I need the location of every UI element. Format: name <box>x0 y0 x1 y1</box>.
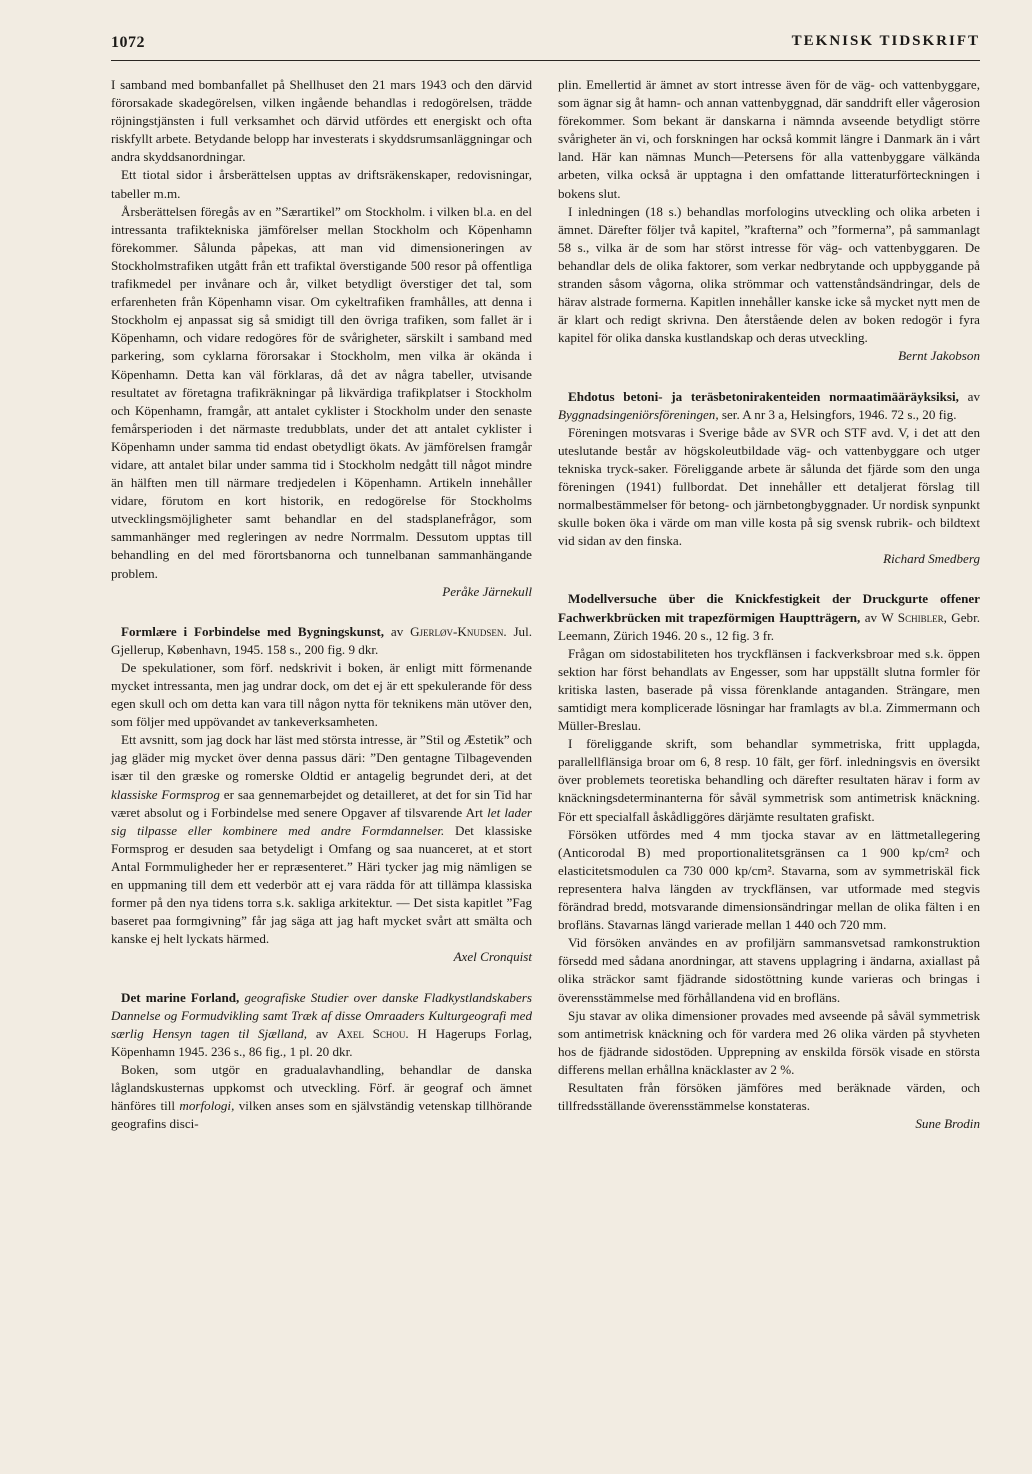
review-title: Modellversuche über die Knickfestigkeit der Druckgurte offener Fachwerkbrücken mit trapezförmigen Hauptträgern, <box>558 591 980 625</box>
paragraph: Föreningen motsvaras i Sverige både av SVR och STF avd. V, i det att den uteslutande består av högskoleutbildade väg- och vattenbyggare och utger tekniska tryck-saker. Föreliggande arbete är sålunda det fjärde som den unga föreningen (1941) fullbordat. Det innehåller ett detaljerat förslag till normalbestämmelser för betong- och järnbetongbyggnader. Ur nordisk synpunkt skulle boken öka i värde om man ville kosta på sig svensk rubrik- och bildtext vid sidan av den finska. <box>558 424 980 549</box>
review-by: av <box>384 623 411 639</box>
review-formlaere <box>111 623 532 967</box>
review-by: av W <box>860 609 898 625</box>
paragraph: Vid försöken användes en av profiljärn sammansvetsad ramkonstruktion försedd med sådana anordningar, att stavens upplagring i ändarna, axiallast på olika sträckor samt fjädrande sidostöttning kunde varieras och bringas i överensstämmelse med förhållandena vid en brofläns. <box>558 935 980 1005</box>
paragraph: Frågan om sidostabiliteten hos tryckflänsen i fackverksbroar med s.k. öppen sektion har först behandlats av Engesser, som har uppställt slutna formler för kritiska lasten, baserade på vissa förenklande antaganden. Strängare, men samtidigt mera komplicerade lösningar har framlagts av bl.a. Zimmermann och Müller-Breslau. <box>558 645 980 734</box>
review-heading <box>558 388 980 424</box>
paragraph <box>111 1061 532 1133</box>
italic-run: klassiske Formsprog <box>111 786 220 802</box>
paragraph: I samband med bombanfallet på Shellhuset den 21 mars 1943 och den därvid förorsakade skadegörelsen, vilken ingående behandlas i redogörelsen, trädde röjningstjänsten i full verksamhet och därvid utfördes ett energiskt och ofta riskfyllt arbete. Betydande belopp har investerats i skyddsrumsanläggningar och andra skyddsanordningar. <box>111 77 532 165</box>
review-title: Formlære i Forbindelse med Bygningskunst, <box>121 623 385 639</box>
page-number: 1072 <box>111 34 145 51</box>
paragraph: Sju stavar av olika dimensioner provades med avseende på såväl symmetrisk som antimetrisk knäckning och för vardera med 26 olika värden på styvheten hos de fjädrande sidostöden. Upprepning av enskilda försök visade en största differens mellan erhållna knäcklaster av 2 %. <box>558 1007 980 1077</box>
paragraph: plin. Emellertid är ämnet av stort intresse även för de väg- och vattenbyggare, som ägnar sig åt hamn- och annan vattenbyggnad, där sanddrift eller vågerosion förekommer. Som bekant är danskarna i nämnda avseende betydligt större svårigheter än vi, och forskningen har också kommit längre i Danmark än i vårt land. Här kan nämnas Munch—Petersens för alla vattenbyggare välkända arbeten, vilka också är upptagna i den omfattande litteraturförteckningen i bokens slut. <box>558 77 980 201</box>
review-details: ser. A nr 3 a, Helsingfors, 1946. 72 s., 20 fig. <box>718 406 957 422</box>
italic-run: morfologi, <box>179 1098 235 1114</box>
signature: Richard Smedberg <box>883 551 980 567</box>
journal-title: TEKNISK TIDSKRIFT <box>791 33 980 49</box>
italic-run: let lader sig tilpasse eller kombinere med andre Formdannelser. <box>111 804 532 838</box>
review-publisher: Byggnadsingeniörsföreningen, <box>558 406 719 422</box>
review-title: Det marine Forland, <box>121 989 240 1005</box>
review-author: Schibler <box>897 609 944 625</box>
signature: Bernt Jakobson <box>898 348 980 364</box>
review-author: Gjerløv-Knudsen <box>410 623 504 639</box>
review-marine-forland <box>111 989 532 1134</box>
text-run: vilken anses som en självständig vetenskap tillhörande geografins disci- <box>111 1098 532 1132</box>
signature: Axel Cronquist <box>453 949 532 965</box>
review-subtitle: geografiske Studier over danske Fladkystlandskabers Dannelse og Formudvikling samt Træk af disse Omraaders Kulturgeografi med særlig Hensyn tagen til Sjælland, <box>111 989 532 1041</box>
text-run: Ett avsnitt, som jag dock har läst med största intresse, är ”Stil og Æstetik” och jag gläder mig mycket över denna passus däri: ”Den gentagne Tilbagevenden især til den græske og romerske Oldtid er antagelig begrundet deri, at det <box>111 732 532 784</box>
review-heading <box>111 989 532 1061</box>
paragraph: I inledningen (18 s.) behandlas morfologins utveckling och olika arbeten i ämnet. Därefter följer två kapitel, ”krafterna” och ”formerna”, på sammanlagt 58 s., vilka är de som har störst intresse för väg- och vattenbyggaren. De behandlar dels de olika faktorer, som verkar nedbrytande och uppbyggande på stranden såsom vågorna, olika strömmar och vattenståndsändringar, dels de härav alstrade formerna. Kapitlen innehåller kanske icke så mycket nytt men de är klart och redigt skrivna. Den återstående delen av boken redogör i fyra kapitel för olika danska kustlandskap och deras utveckling. <box>558 203 980 346</box>
paragraph: Ett tiotal sidor i årsberättelsen upptas av driftsräkenskaper, redovisningar, tabeller m.m. <box>111 167 532 201</box>
paragraph <box>111 731 532 948</box>
text-run: Boken, som utgör en gradualavhandling, behandlar de danska låglandskusternas uppkomst och utveckling. Förf. är geograf och ämnet hänföres till <box>111 1061 532 1114</box>
review-by: av <box>307 1025 337 1041</box>
paragraph: I föreliggande skrift, som behandlar symmetriska, fritt upplagda, parallellflänsiga broar om 6, 8 resp. 10 fält, ger förf. inledningsvis en översikt över problemets teoretiska behandling och därefter resultaten härav i form av knäckningsdeterminanterna för såväl symmetrisk som antimetrisk knäckning. För ett specialfall åskådliggöres därjämte resultaten grafiskt. <box>558 736 980 824</box>
review-details: . H Hagerups Forlag, Köpenhamn 1945. 236 s., 86 fig., 1 pl. 20 dkr. <box>111 1025 533 1059</box>
text-run: er saa gennemarbejdet og detailleret, at det for sin Tid har været absolut og i Forbindelse med senere Opgaver af tilsvarende Art <box>111 786 532 820</box>
paragraph: Årsberättelsen föregås av en ”Særartikel” om Stockholm. i vilken bl.a. en del intressanta trafiktekniska jämförelser mellan Stockholm och Köpenhamn förekommer. Sålunda påpekas, att man vid dimensioneringen av Stockholmstrafiken utgått från ett trafiktal överstigande 500 resor på offentliga trafikmedel per invånare och år, vilket betydligt överstiger det tal, som erfarenheten från Köpenhamn visar. Om cykeltrafiken framhålles, att denna i Stockholm ej anpassat sig så smidigt till den övriga trafiken, som fallet är i Köpenhamn, och vidare redogöres för de svårigheter, särskilt i samband med parkering, som cyklarna förorsakar i Stockholm, men vilka är okända i Köpenhamn. Detta kan väl förklaras, då det av några tabeller, utvisande resultatet av företagna trafikräkningar på likvärdiga trafikplatser i Stockholm och Köpenhamn, framgår, att antalet cyklister i Stockholm under den senaste femårsperioden i det närmaste tredubblats, under det att antalet cyklister i Köpenhamn under samma tid endast obetydligt ökats. Av jämförelsen framgår vidare, att antalet bilar under samma tid i Stockholm nedgått till något mindre än hälften men till närmare tredjedelen i Köpenhamn. Artikeln innehåller vidare, förutom en kort historik, en redogörelse för Stockholms utvecklingsmöjligheter samt behandlar en del stadsplanefrågor, som sammanhänger med regleringen av nedre Norrmalm. Dessutom upptas till behandling en del med förortsbanorna och tunnelbanan sammanhängande problem. <box>111 203 532 581</box>
review-heading <box>558 590 980 644</box>
review-title: Ehdotus betoni- ja teräsbetonirakenteiden normaatimääräyksiksi, <box>568 388 959 404</box>
right-column <box>558 76 980 1133</box>
text-run: Det klassiske Formsprog er desuden saa betydeligt i Omfang og saa nuanceret, at et stort Antal Formmuligheder her er repræsenteret.” Häri tycker jag mig nämligen se en uppmaning till dem ett vederbör att ej vara rädda för att tillämpa klassiska former på den nya tidens torra s.k. sakliga arkitektur. — Det sista kapitlet ”Fag baseret paa formgivning” får jag säga att jag haft mycket svårt att smälta och kanske ej helt lyckats härmed. <box>111 822 532 947</box>
signature: Peråke Järnekull <box>442 583 532 599</box>
review-details: , Gebr. Leemann, Zürich 1946. 20 s., 12 fig. 3 fr. <box>558 609 980 643</box>
paragraph: De spekulationer, som förf. nedskrivit i boken, är enligt mitt förmenande mycket intressanta, men jag undrar dock, om det ej är ett spekulerande för dess egen skull och om detta kan vara till någon nytta för teknikens män utöver den, som följer med uppövandet av tankeverksamheten. <box>111 659 532 730</box>
review-heading <box>111 623 532 659</box>
paragraph: Försöken utfördes med 4 mm tjocka stavar av en lättmetallegering (Anticorodal B) med proportionalitetsgränsen ca 1 900 kp/cm² och elasticitetsmodulen ca 730 000 kp/cm². Stavarna, som av symmetriskäl fick representera halva längden av tryckflänsen, var utformade med stegvis förändrad bredd, motsvarande dimensionsändringar mellan de olika fälten i en brofläns. Stavarnas längd varierade mellan 1 440 och 720 mm. <box>558 826 980 933</box>
header-rule <box>111 60 980 61</box>
review-modellversuche <box>558 590 980 1133</box>
review-ehdotus <box>558 388 980 569</box>
left-column <box>111 76 532 1133</box>
review-by: av <box>958 388 980 404</box>
paragraph: Resultaten från försöken jämföres med beräknade värden, och tillfredsställande överensstämmelse konstateras. <box>558 1079 980 1114</box>
review-details: . Jul. Gjellerup, København, 1945. 158 s., 200 fig. 9 dkr. <box>111 623 533 657</box>
review-author: Axel Schou <box>336 1025 406 1041</box>
signature: Sune Brodin <box>915 1116 980 1132</box>
